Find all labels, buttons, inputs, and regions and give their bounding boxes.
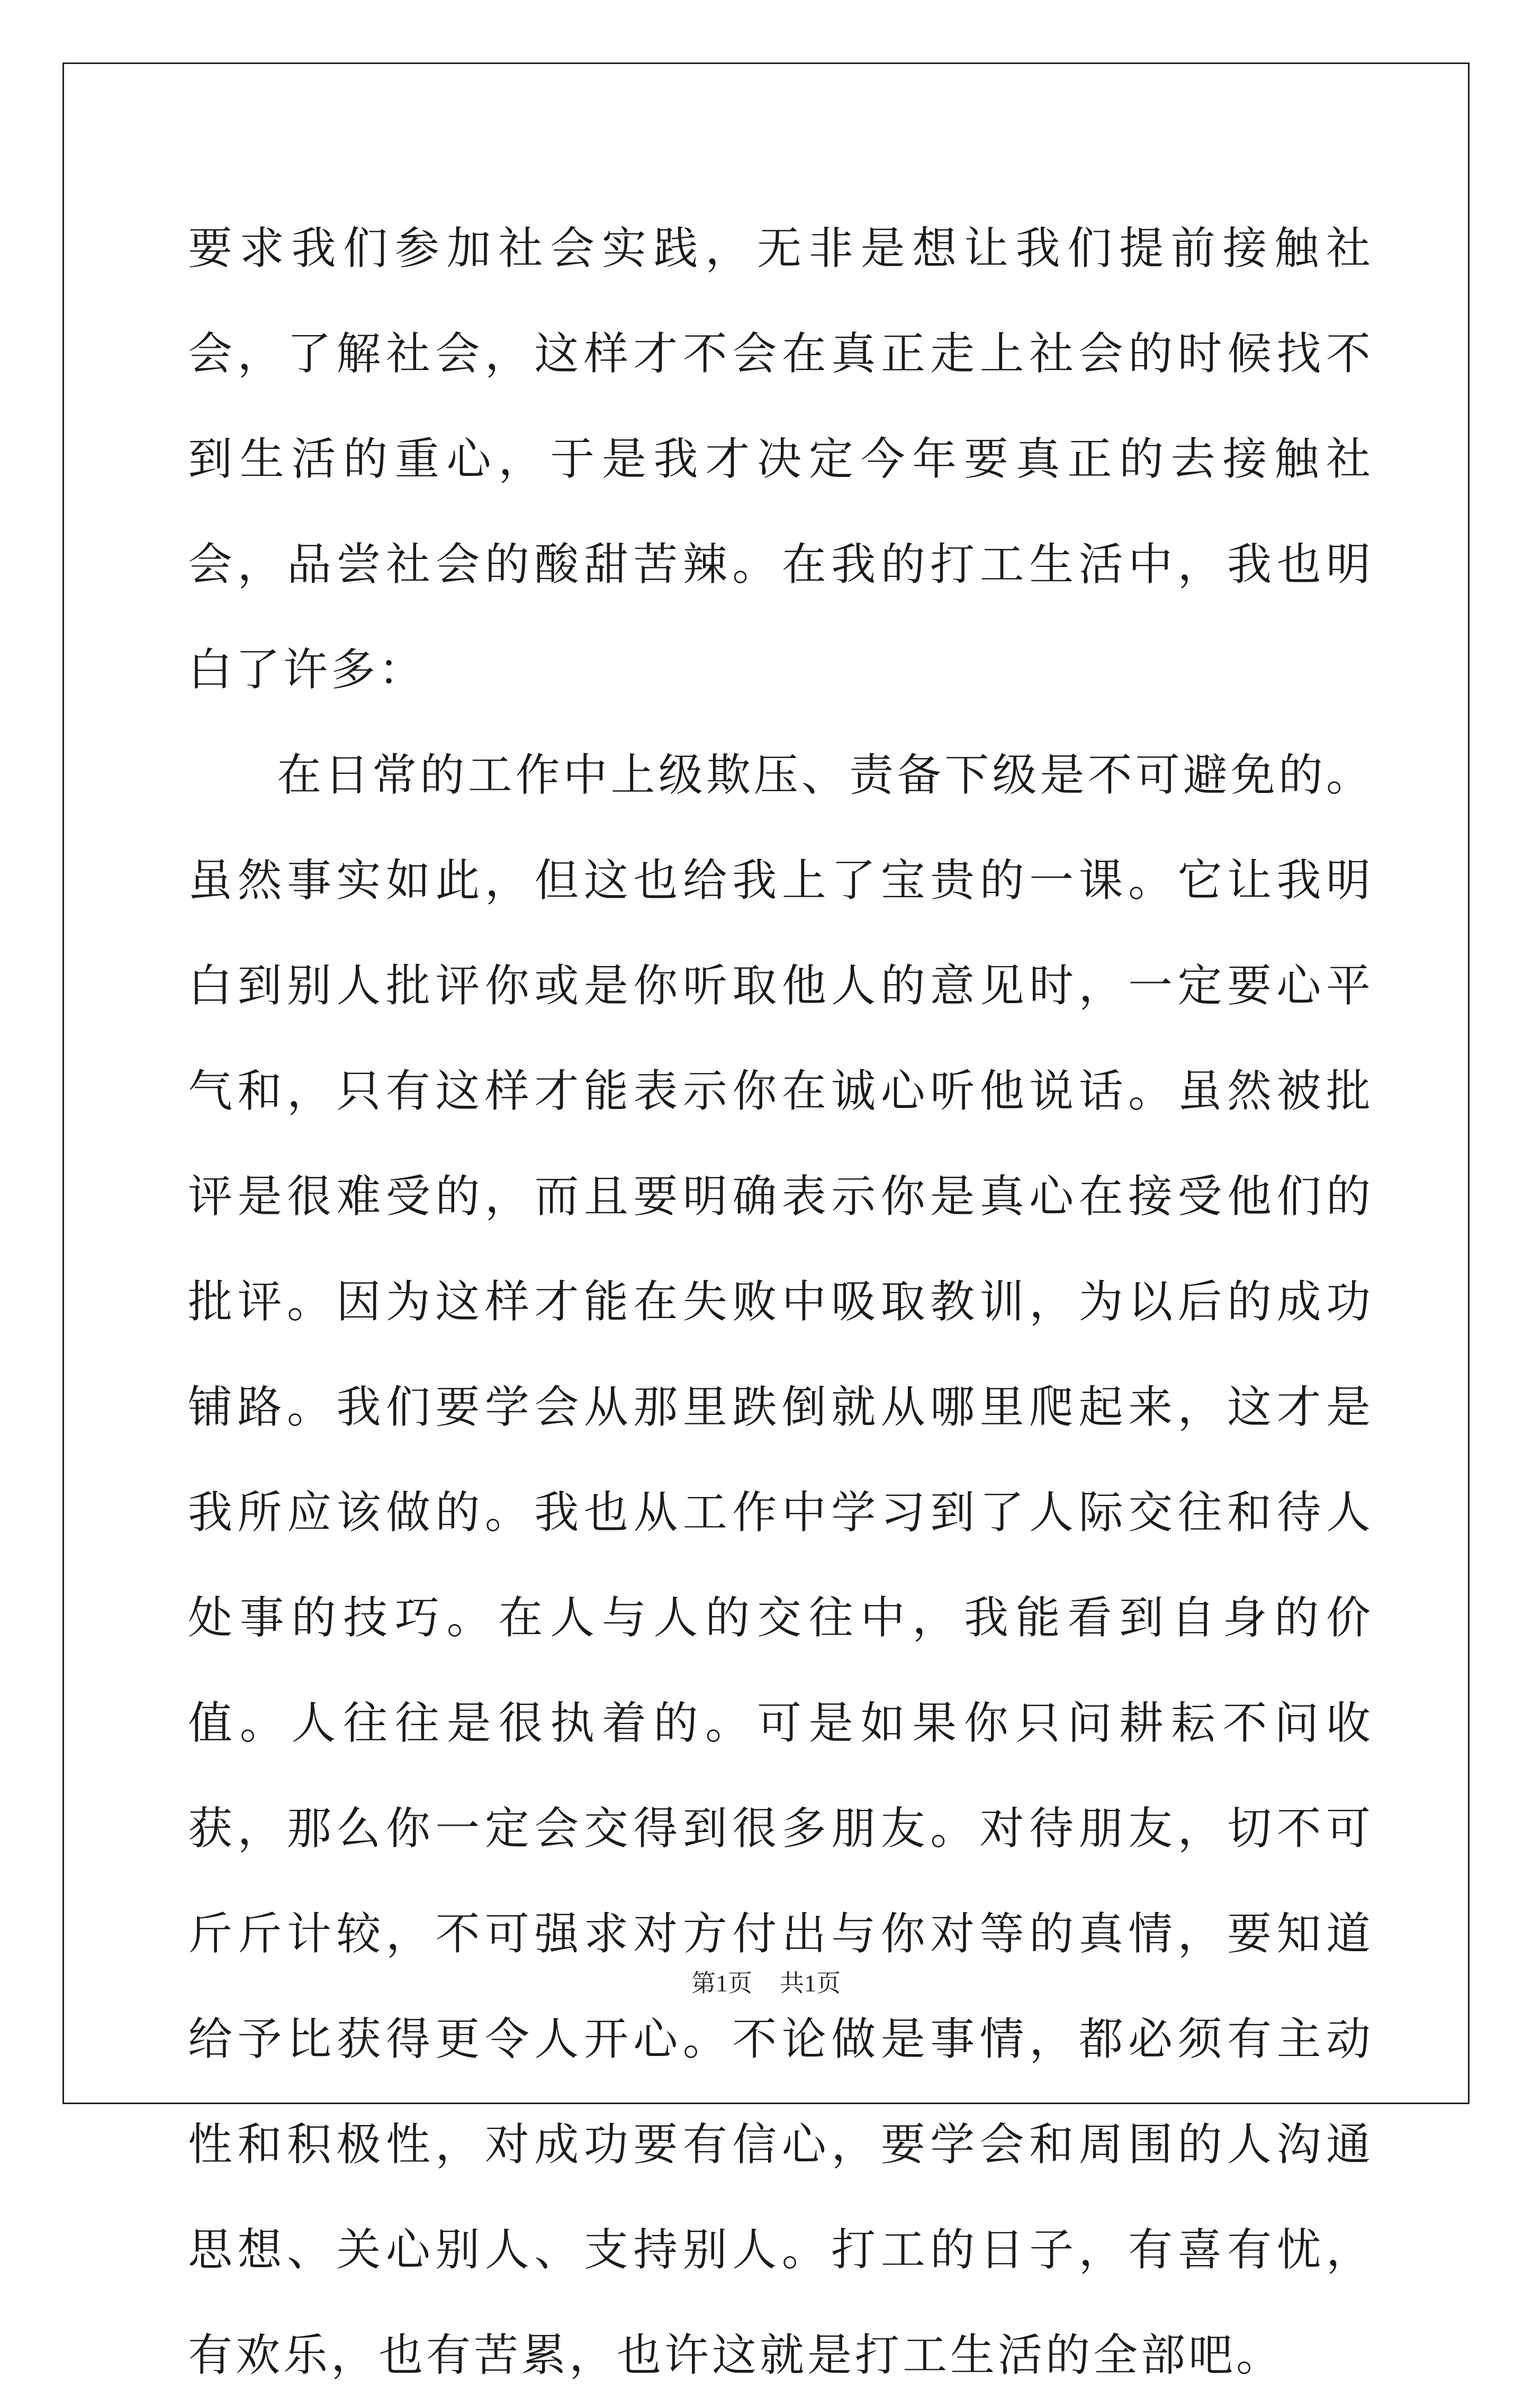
document-body [188,196,1374,2408]
page-number-total: 共1页 [780,1970,841,1997]
paragraph-2: 在日常的工作中上级欺压、责备下级是不可避免的。虽然事实如此，但这也给我上了宝贵的一课。它让我明白到别人批评你或是你听取他人的意见时，一定要心平气和，只有这样才能表示你在诚心听他说话。虽然被批评是很难受的，而且要明确表示你是真心在接受他们的批评。因为这样才能在失败中吸取教训，为以后的成功铺路。我们要学会从那里跌倒就从哪里爬起来，这才是我所应该做的。我也从工作中学习到了人际交往和待人处事的技巧。在人与人的交往中，我能看到自身的价值。人往往是很执着的。可是如果你只问耕耘不问收获，那么你一定会交得到很多朋友。对待朋友，切不可斤斤计较，不可强求对方付出与你对等的真情，要知道给予比获得更令人开心。不论做是事情，都必须有主动性和积极性，对成功要有信心，要学会和周围的人沟通思想、关心别人、支持别人。打工的日子，有喜有忧，有欢乐，也有苦累，也许这就是打工生活的全部吧。 [188,749,1374,2381]
paragraph-1: 要求我们参加社会实践，无非是想让我们提前接触社会，了解社会，这样才不会在真正走上社会的时候找不到生活的重心，于是我才决定今年要真正的去接触社会，品尝社会的酸甜苦辣。在我的打工生活中，我也明白了许多： [188,222,1374,696]
page-footer [0,1964,1532,1999]
page-number-current: 第1页 [691,1970,752,1997]
